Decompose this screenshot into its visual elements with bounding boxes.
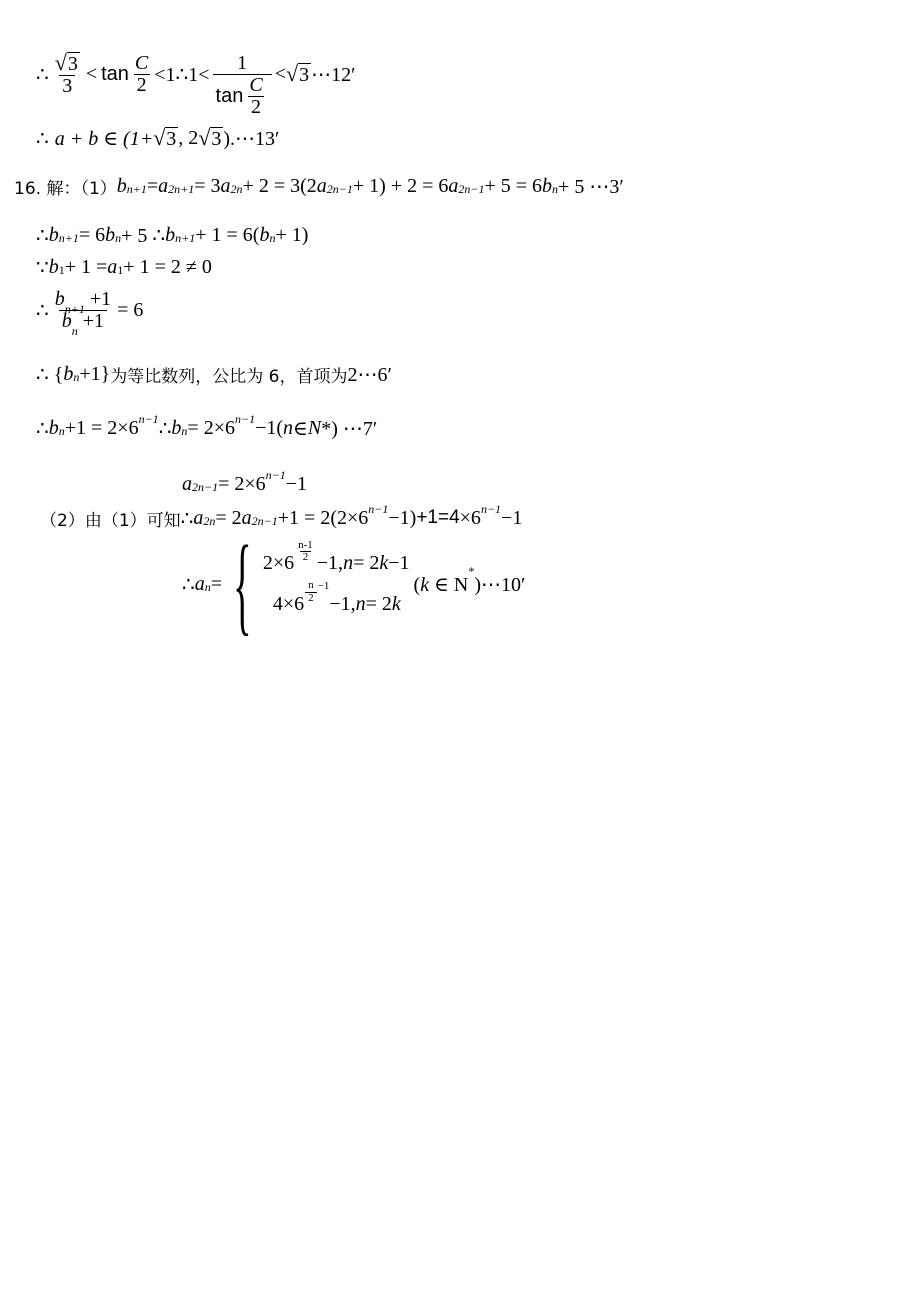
line-bn-formula: ∴ b $_n$ +1 = 2×6 $^{n-1}$ ∴ b $_n$ = 2×6 $^{n-1}$ −1( n ∈ N *) ⋯7′ [36, 412, 378, 440]
score-12: ⋯12′ [311, 63, 356, 86]
score-10: )⋯10′ [474, 573, 526, 596]
fraction-sqrt3-over-3: √ 3 3 [54, 49, 78, 97]
case-even: 4×6 $\frac{n}{2}$ −1 −1, n = 2 k [272, 579, 401, 615]
score-13: ).⋯13′ [223, 127, 280, 150]
question-16-part-1: 16. 解：（1） b $_{n+1}$ = a $_{2n+1}$ = 3 a $_{2n}$ + 2 = 3(2 a $_{2n-1}$ + 1) + 2 = 6 a $_{2n-1}$ + 5 = 6 b $_n$ + 5 ⋯3′ [14, 174, 624, 199]
tan-label: tan [101, 62, 129, 85]
therefore-symbol: ∴ [36, 63, 49, 86]
fraction-c-over-2: $\frac{C}{2}$ [134, 51, 149, 96]
case-odd: 2×6 $\frac{n-1}{2}$ −1, n = 2 k −1 [262, 538, 410, 575]
score-3: + 5 ⋯3′ [558, 175, 624, 198]
score-7: *) ⋯7′ [321, 417, 378, 440]
fraction-one-over-tan: 1 tan $\frac{C}{2}$ [213, 53, 272, 118]
line-tan-bound: ∴ √ 3 3 < tan $\frac{C}{2}$ <1∴1< 1 tan $\frac{C}{2}$ < √ 3 ⋯12′ [36, 49, 356, 118]
ratio-fraction: $\frac{b_{n+1} +1}{b_n +1}$ [54, 287, 112, 338]
question-label: 16. 解：（1） [14, 178, 117, 199]
question-16-part-2: （2）由（1）可知 ∴ a $_{2n}$ = 2 a $_{2n-1}$ +1 = 2(2×6 $^{n-1}$ −1) +1=4 ×6 $^{n-1}$ −1 [40, 502, 523, 531]
line-geometric: ∴ { b $_n$ +1} 为等比数列，公比为 6，首项为 2⋯6′ [36, 362, 392, 387]
sqrt3: √ 3 [285, 60, 310, 86]
condition: (k ∈ N*)⋯10′ [413, 563, 526, 596]
left-brace: { [233, 523, 252, 645]
score-6: 2⋯6′ [347, 363, 392, 386]
line-recurrence: ∴ b $_{n+1}$ = 6 b $_n$ + 5 ∴ b $_{n+1}$ + 1 = 6( b $_n$ + 1) [36, 223, 309, 247]
line-a-plus-b-range: ∴ a + b ∈ (1+ √ 3 , 2 √ 3 ).⋯13′ [36, 124, 280, 150]
line-ratio: ∴ $\frac{b_{n+1} +1}{b_n +1}$ = 6 [36, 287, 144, 338]
line-initial-value: ∵ b $_1$ + 1 = a $_1$ + 1 = 2 ≠ 0 [36, 255, 212, 279]
line-a-odd: a $_{2n-1}$ = 2×6 $^{n-1}$ −1 [182, 468, 308, 495]
piecewise-an: ∴ a $_n$ = { 2×6 $\frac{n-1}{2}$ −1, n = 2 k −1 4×6 $\frac{n}{2}$ −1 −1, n = 2 k (k ∈ N*)⋯10′ [182, 523, 526, 645]
